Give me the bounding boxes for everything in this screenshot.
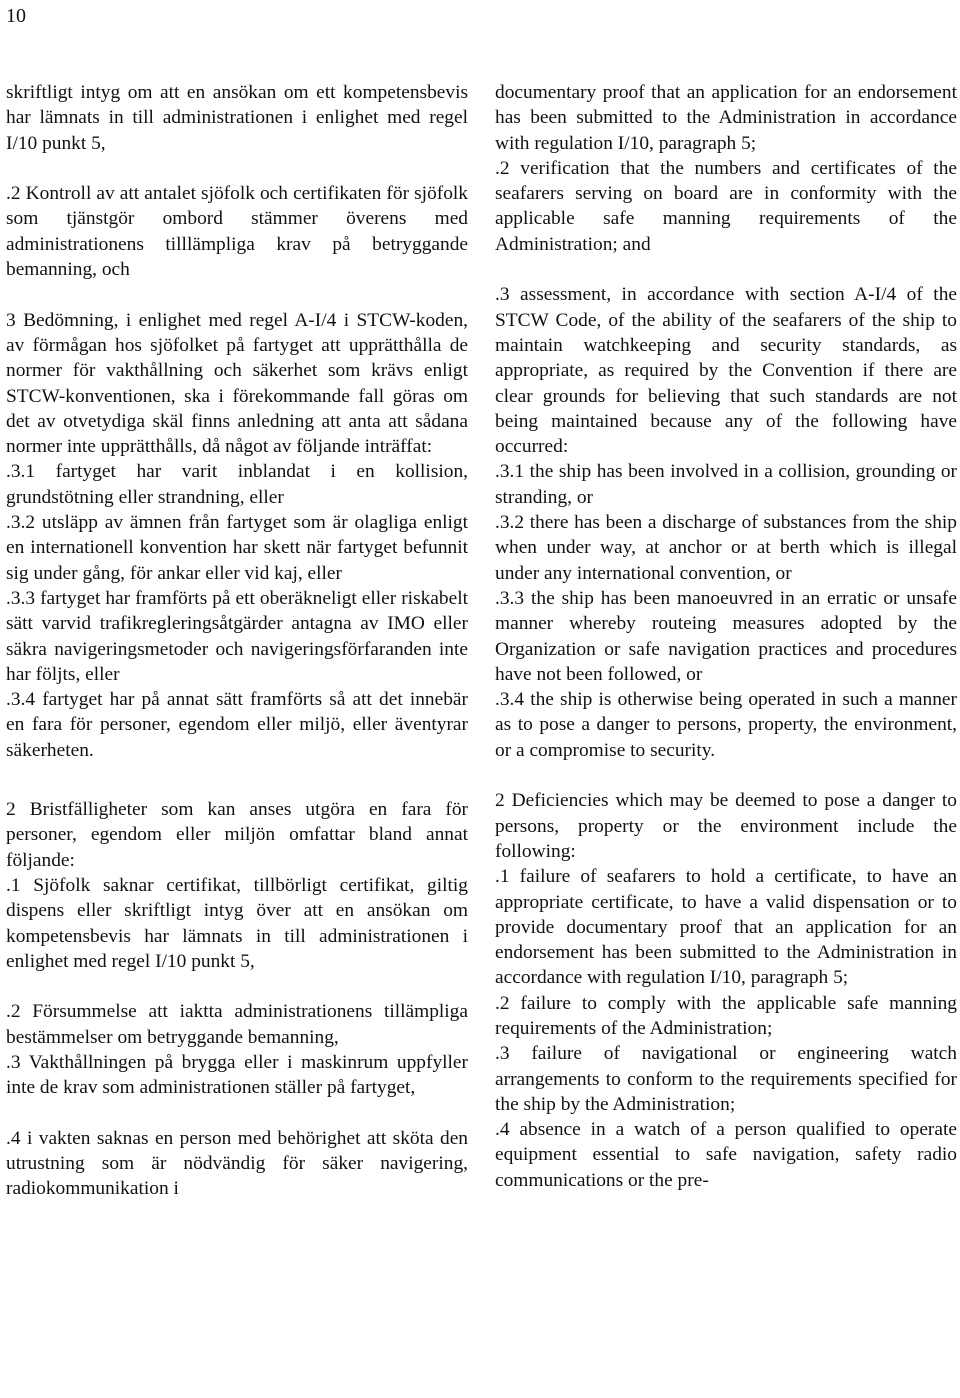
english-item-3-3: .3.3 the ship has been manoeuvred in an erratic or unsafe manner whereby routeing measures adopted by the Organization or safe navigation practices and procedures have not been followed, or: [495, 587, 957, 685]
swedish-section-2-intro: 2 Bristfälligheter som kan anses utgöra en fara för personer, egendom eller miljön omfattar bland annat följande:: [6, 799, 468, 871]
english-item-3-4: .3.4 the ship is otherwise being operated in such a manner as to pose a danger to persons, property, the environment, or a compromise to security.: [495, 689, 957, 761]
swedish-section-2-item-4: .4 i vakten saknas en person med behörighet att sköta den utrustning som är nödvändig för säker navigering, radiokommunikation i: [6, 1127, 468, 1200]
page-number: 10: [6, 5, 26, 27]
english-section-2-item-2: .2 failure to comply with the applicable safe manning requirements of the Administration;: [495, 992, 957, 1039]
swedish-item-3-1: .3.1 fartyget har varit inblandat i en kollision, grundstötning eller strandning, eller: [6, 461, 468, 508]
english-item-3-2: .3.2 there has been a discharge of substances from the ship when under way, at anchor or at berth which is illegal under any international convention, or: [495, 512, 957, 584]
english-paragraph-2: .2 verification that the numbers and certificates of the seafarers serving on board are in conformity with the applicable safe manning requirements of the Administration; and: [495, 157, 957, 255]
english-paragraph-3: .3 assessment, in accordance with section A-I/4 of the STCW Code, of the ability of the seafarers of the ship to maintain watchkeeping and security standards, as appropriate, as required by the Convention if there are clear grounds for believing that such standards are not being maintained because any of the following have occurred:: [495, 284, 957, 458]
english-column: [495, 80, 957, 1193]
swedish-column: [6, 80, 468, 1202]
swedish-item-3-4: .3.4 fartyget har på annat sätt framförts så att det innebär en fara för personer, egendom eller miljö, eller äventyrar säkerheten.: [6, 689, 468, 761]
english-paragraph-1: documentary proof that an application for an endorsement has been submitted to the Administration in accordance with regulation I/10, paragraph 5;: [495, 82, 957, 154]
swedish-paragraph-2: .2 Kontroll av att antalet sjöfolk och certifikaten för sjöfolk som tjänstgör ombord stämmer överens med administrationens tilllämpliga krav på betryggande bemanning, och: [6, 183, 468, 281]
english-section-2-item-3: .3 failure of navigational or engineering watch arrangements to conform to the requirements specified for the ship by the Administration;: [495, 1043, 957, 1115]
swedish-paragraph-3: 3 Bedömning, i enlighet med regel A-I/4 i STCW-koden, av förmågan hos sjöfolket på fartyget att upprätthålla de normer för vakthållning och säkerhet som krävs enligt STCW-konventionen, ska i förekommande fall göras om det av otvetydiga skäl finns anledning att anta att sådana normer inte upprätthålls, då något av följande inträffat:: [6, 309, 468, 458]
swedish-section-2-item-1: .1 Sjöfolk saknar certifikat, tillbörligt certifikat, giltig dispens eller skriftligt intyg över att en ansökan om kompetensbevis har lämnats in till administrationen i enlighet med regel I/10 punkt 5,: [6, 874, 468, 972]
swedish-section-2-item-3: .3 Vakthållningen på brygga eller i maskinrum uppfyller inte de krav som administrationen ställer på fartyget,: [6, 1051, 468, 1099]
english-item-3-1: .3.1 the ship has been involved in a collision, grounding or stranding, or: [495, 461, 957, 508]
english-section-2-item-1: .1 failure of seafarers to hold a certificate, to have an appropriate certificate, to have a valid dispensation or to provide documentary proof that an application for an endorsement has been submitted to the Administration in accordance with regulation I/10, paragraph 5;: [495, 866, 957, 989]
english-section-2-intro: 2 Deficiencies which may be deemed to pose a danger to persons, property or the environment include the following:: [495, 790, 957, 862]
swedish-item-3-2: .3.2 utsläpp av ämnen från fartyget som är olagliga enligt en internationell konvention har skett när fartyget befunnit sig under gång, för ankar eller vid kaj, eller: [6, 512, 468, 584]
english-section-2-item-4: .4 absence in a watch of a person qualified to operate equipment essential to safe navigation, safety radio communications or the pre-: [495, 1119, 957, 1191]
swedish-item-3-3: .3.3 fartyget har framförts på ett oberäkneligt eller riskabelt sätt varvid trafikregleringsåtgärder antagna av IMO eller säkra navigeringsmetoder och navigeringsförfaranden inte har följts, eller: [6, 587, 468, 685]
swedish-paragraph-1: skriftligt intyg om att en ansökan om ett kompetensbevis har lämnats in till administrationen i enlighet med regel I/10 punkt 5,: [6, 82, 468, 154]
swedish-section-2-item-2: .2 Försummelse att iaktta administrationens tillämpliga bestämmelser om betryggande bemanning,: [6, 1001, 468, 1048]
